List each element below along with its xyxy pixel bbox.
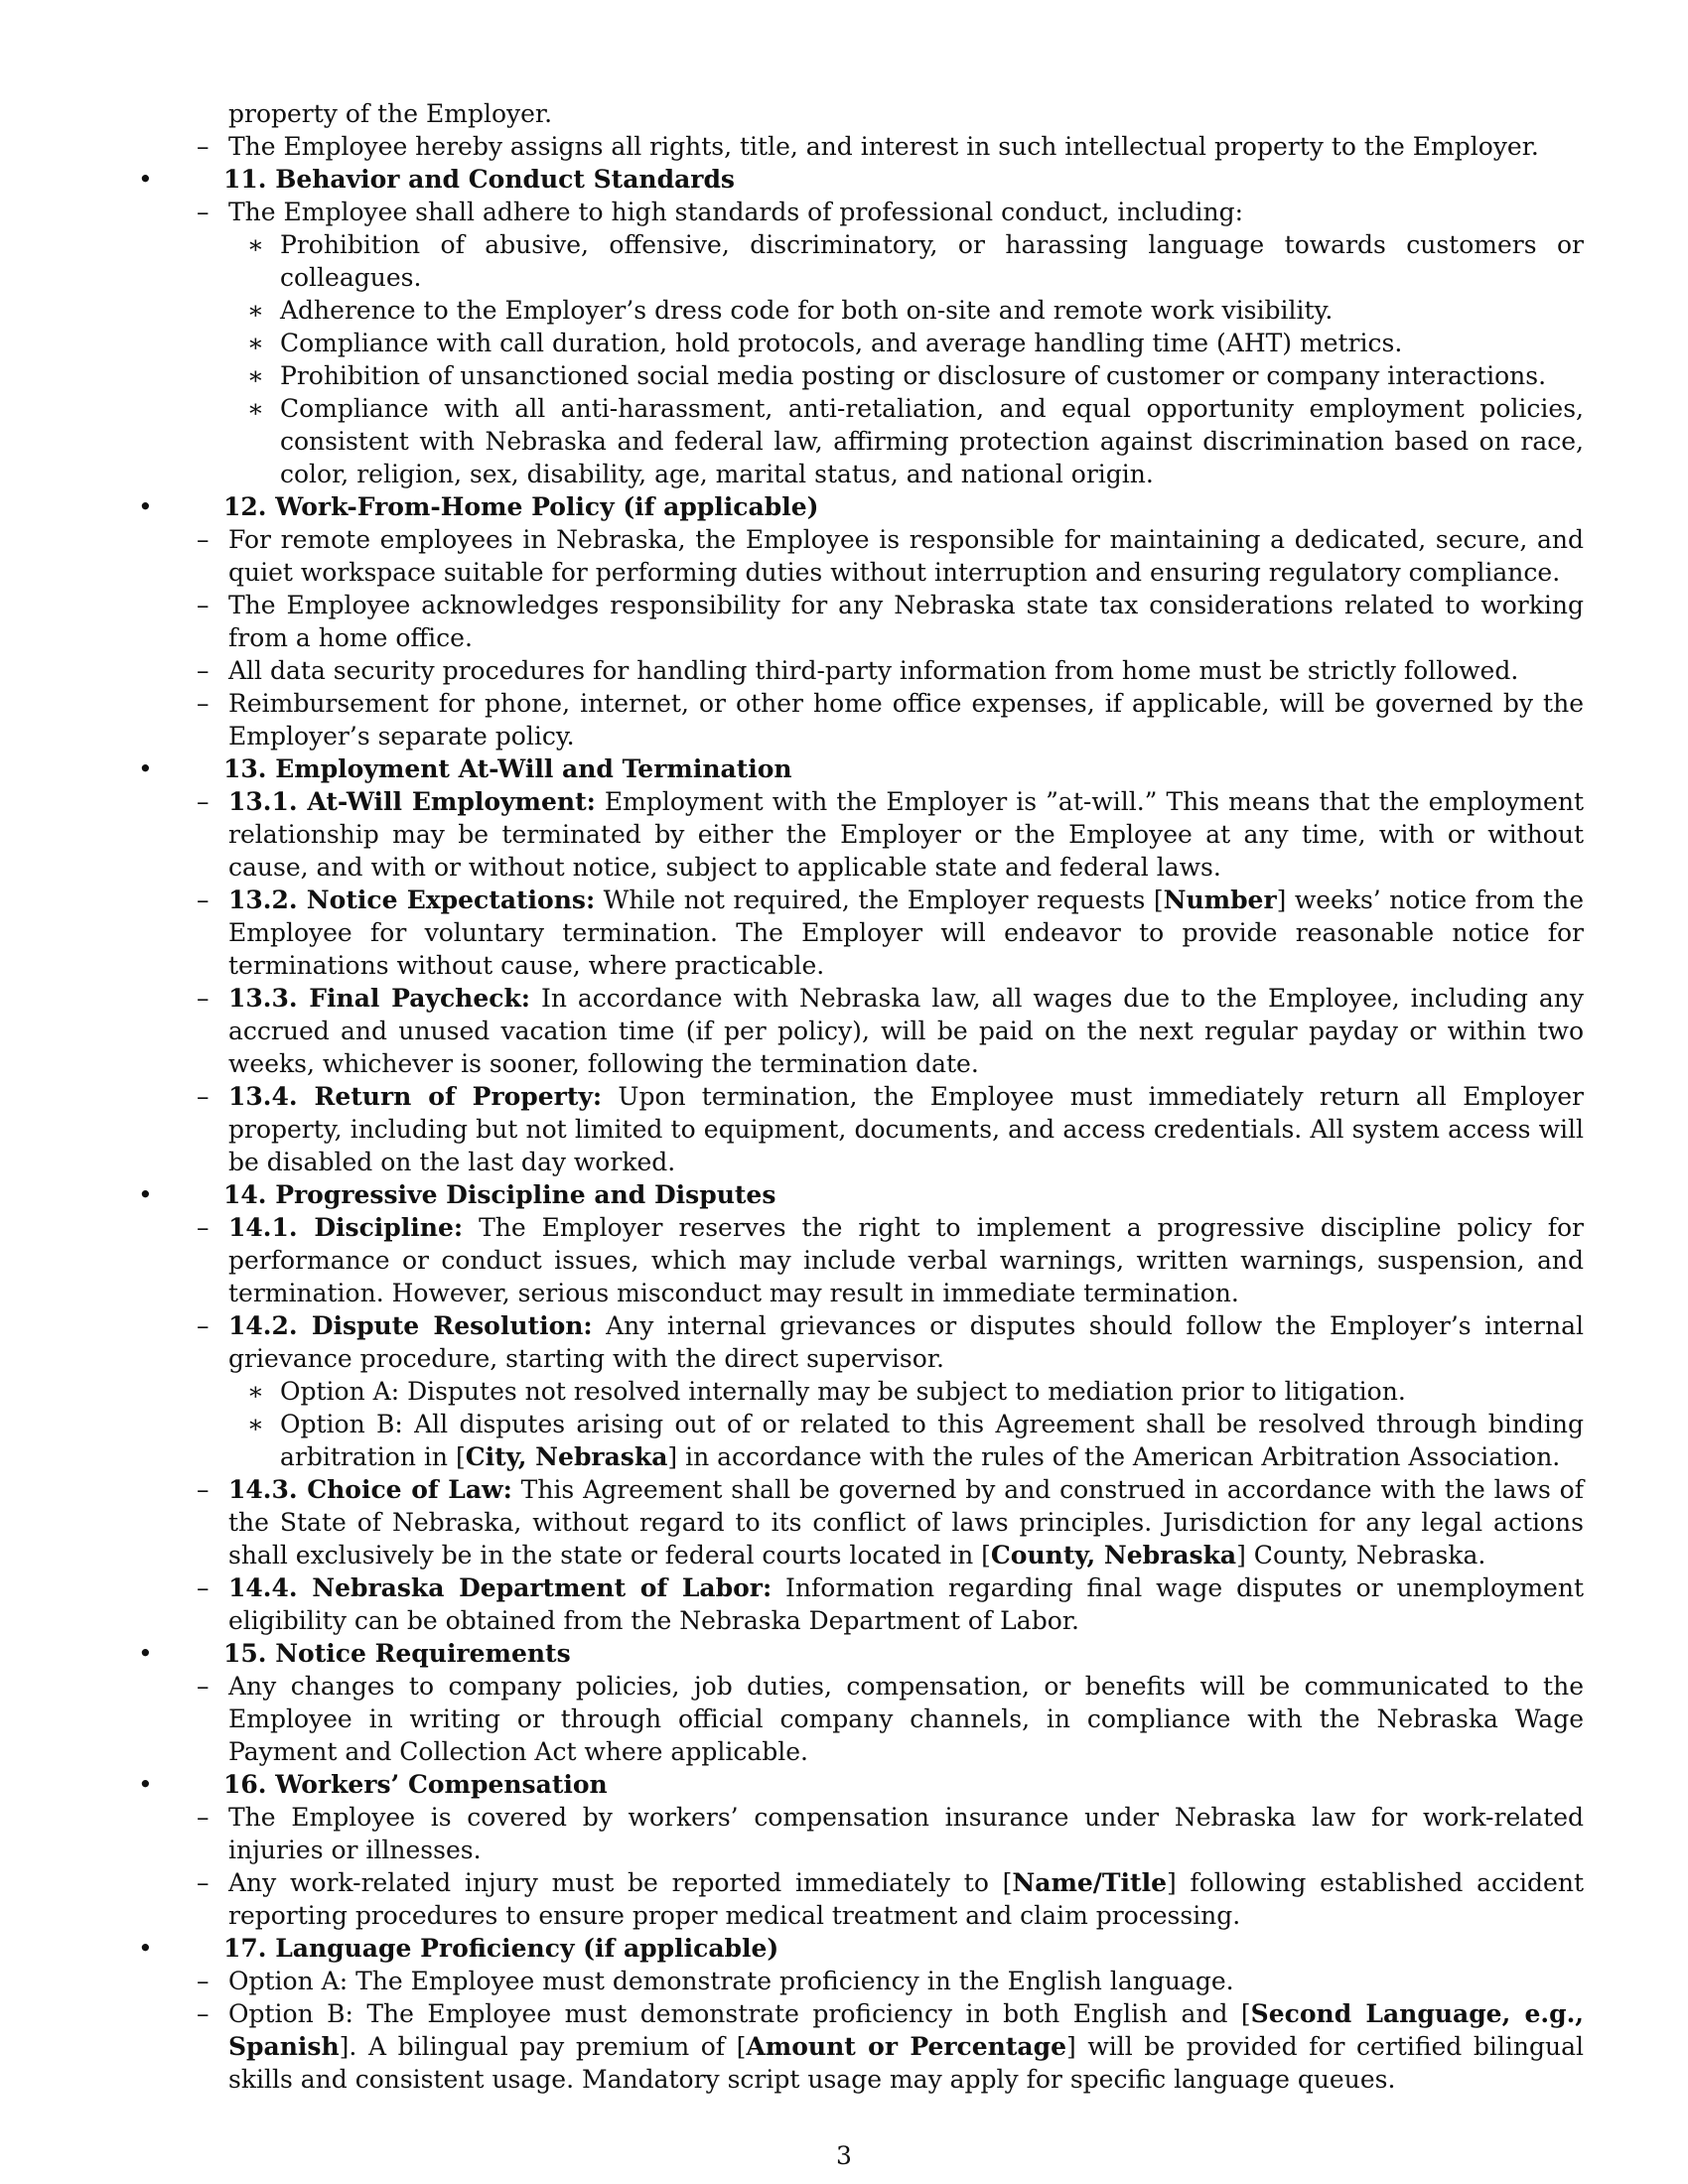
clause-13-2 bbox=[134, 884, 1584, 982]
section-17 bbox=[134, 1932, 1584, 1965]
clause-13-4 bbox=[134, 1080, 1584, 1178]
continued-text: property of the Employer. bbox=[228, 99, 553, 128]
clause-text: In accordance with Nebraska law, all wages due to the Employee, including any accrued and unused vacation time (if per policy), will be paid on the next regular payday or within two weeks, whichever is sooner, following the termination date. bbox=[228, 984, 1584, 1078]
list-item: – The Employee is covered by workers’ compensation insurance under Nebraska law for work-related injuries or illnesses. bbox=[134, 1801, 1584, 1866]
placeholder-field: Name/Title bbox=[1012, 1868, 1167, 1897]
clause-13-1 bbox=[134, 785, 1584, 884]
list-item: – The Employee acknowledges responsibility for any Nebraska state tax considerations related to working from a home office. bbox=[134, 589, 1584, 654]
section-title: 15. Notice Requirements bbox=[223, 1639, 571, 1668]
placeholder-field: City, Nebraska bbox=[465, 1442, 668, 1471]
clause-text: Any internal grievances or disputes should follow the Employer’s internal grievance procedure, starting with the direct supervisor. bbox=[228, 1311, 1584, 1373]
item-text: Any work-related injury must be reported immediately to [ bbox=[228, 1868, 1013, 1897]
clause-14-2 bbox=[134, 1309, 1584, 1375]
clause-14-1 bbox=[134, 1211, 1584, 1309]
placeholder-field: Second Language, e.g., Spanish bbox=[228, 1999, 1584, 2061]
list-item: – Reimbursement for phone, internet, or other home office expenses, if applicable, will be governed by the Employer’s separate policy. bbox=[134, 687, 1584, 752]
clause-text: The Employer reserves the right to implement a progressive discipline policy for performance or conduct issues, which may include verbal warnings, written warnings, suspension, and termination. However, serious misconduct may result in immediate termination. bbox=[228, 1213, 1584, 1307]
clause-label: 14.2. Dispute Resolution: bbox=[228, 1311, 593, 1340]
sub-list-item: ∗ Compliance with all anti-harassment, anti-retaliation, and equal opportunity employment policies, consistent with Nebraska and federal law, affirming protection against discrimination based on race, color, religion, sex, disability, age, marital status, and national origin. bbox=[134, 392, 1584, 490]
option-text: ]. A bilingual pay premium of [ bbox=[339, 2032, 747, 2061]
clause-text: This Agreement shall be governed by and construed in accordance with the laws of the State of Nebraska, without regard to its conflict of laws principles. Jurisdiction for any legal actions shall exclusively be in the state or federal courts located in [ bbox=[228, 1475, 1584, 1570]
document-body bbox=[134, 97, 1584, 2096]
ip-assignment-item: – The Employee hereby assigns all rights, title, and interest in such intellectual property to the Employer. bbox=[134, 130, 1584, 163]
clause-label: 13.3. Final Paycheck: bbox=[228, 984, 531, 1013]
section-title: 17. Language Proficiency (if applicable) bbox=[223, 1934, 779, 1963]
section-title: 16. Workers’ Compensation bbox=[223, 1770, 608, 1799]
option-a: ∗ Option A: Disputes not resolved internally may be subject to mediation prior to litigation. bbox=[134, 1375, 1584, 1408]
clause-text: Employment with the Employer is ”at-will.” This means that the employment relationship may be terminated by either the Employer or the Employee at any time, with or without cause, and with or without notice, subject to applicable state and federal laws. bbox=[228, 787, 1584, 882]
clause-label: 14.1. Discipline: bbox=[228, 1213, 464, 1242]
clause-label: 14.3. Choice of Law: bbox=[228, 1475, 512, 1504]
clause-text: ] weeks’ notice from the Employee for voluntary termination. The Employer will endeavor to provide reasonable notice for terminations without cause, where practicable. bbox=[228, 886, 1584, 980]
section-14 bbox=[134, 1178, 1584, 1211]
section-title: 12. Work-From-Home Policy (if applicable) bbox=[223, 492, 819, 521]
section-11 bbox=[134, 163, 1584, 196]
placeholder-field: Number bbox=[1163, 886, 1277, 914]
list-item: – The Employee shall adhere to high standards of professional conduct, including: bbox=[134, 196, 1584, 228]
clause-label: 13.4. Return of Property: bbox=[228, 1082, 603, 1111]
option-text: Option B: All disputes arising out of or related to this Agreement shall be resolved through binding arbitration in [ bbox=[280, 1410, 1584, 1471]
section-15 bbox=[134, 1637, 1584, 1670]
page-number: 3 bbox=[836, 2141, 852, 2170]
placeholder-field: County, Nebraska bbox=[990, 1541, 1237, 1570]
list-item bbox=[134, 1866, 1584, 1932]
list-item: – For remote employees in Nebraska, the Employee is responsible for maintaining a dedicated, secure, and quiet workspace suitable for performing duties without interruption and ensuring regulatory compliance. bbox=[134, 523, 1584, 589]
section-title: 14. Progressive Discipline and Disputes bbox=[223, 1180, 776, 1209]
option-b bbox=[134, 1997, 1584, 2096]
option-text: Option B: The Employee must demonstrate proficiency in both English and [ bbox=[228, 1999, 1251, 2028]
option-a: – Option A: The Employee must demonstrate proficiency in the English language. bbox=[134, 1965, 1584, 1997]
clause-text: ] County, Nebraska. bbox=[1236, 1541, 1486, 1570]
clause-label: 13.1. At-Will Employment: bbox=[228, 787, 596, 816]
section-title: 11. Behavior and Conduct Standards bbox=[223, 165, 736, 194]
placeholder-field: Amount or Percentage bbox=[746, 2032, 1066, 2061]
clause-label: 13.2. Notice Expectations: bbox=[228, 886, 596, 914]
sub-list-item: ∗ Prohibition of unsanctioned social media posting or disclosure of customer or company interactions. bbox=[134, 359, 1584, 392]
clause-text: While not required, the Employer requests [ bbox=[595, 886, 1164, 914]
section-title: 13. Employment At-Will and Termination bbox=[223, 754, 792, 783]
section-16 bbox=[134, 1768, 1584, 1801]
item-text: ] following established accident reporting procedures to ensure proper medical treatment and claim processing. bbox=[228, 1868, 1584, 1930]
clause-text: Upon termination, the Employee must immediately return all Employer property, including but not limited to equipment, documents, and access credentials. All system access will be disabled on the last day worked. bbox=[228, 1082, 1584, 1176]
section-12 bbox=[134, 490, 1584, 523]
option-text: ] will be provided for certified bilingual skills and consistent usage. Mandatory script usage may apply for specific language queues. bbox=[228, 2032, 1584, 2094]
option-b bbox=[134, 1408, 1584, 1473]
clause-14-4 bbox=[134, 1571, 1584, 1637]
section-13 bbox=[134, 752, 1584, 785]
list-item: – Any changes to company policies, job duties, compensation, or benefits will be communicated to the Employee in writing or through official company channels, in compliance with the Nebraska Wage Payment and Collection Act where applicable. bbox=[134, 1670, 1584, 1768]
clause-14-3 bbox=[134, 1473, 1584, 1571]
clause-text: Information regarding final wage disputes or unemployment eligibility can be obtained from the Nebraska Department of Labor. bbox=[228, 1573, 1584, 1635]
list-item: – All data security procedures for handling third-party information from home must be strictly followed. bbox=[134, 654, 1584, 687]
clause-13-3 bbox=[134, 982, 1584, 1080]
sub-list-item: ∗ Adherence to the Employer’s dress code for both on-site and remote work visibility. bbox=[134, 294, 1584, 327]
sub-list-item: ∗ Compliance with call duration, hold protocols, and average handling time (AHT) metrics. bbox=[134, 327, 1584, 359]
sub-list-item: ∗ Prohibition of abusive, offensive, discriminatory, or harassing language towards customers or colleagues. bbox=[134, 228, 1584, 294]
option-text: ] in accordance with the rules of the American Arbitration Association. bbox=[667, 1442, 1561, 1471]
clause-label: 14.4. Nebraska Department of Labor: bbox=[228, 1573, 773, 1602]
